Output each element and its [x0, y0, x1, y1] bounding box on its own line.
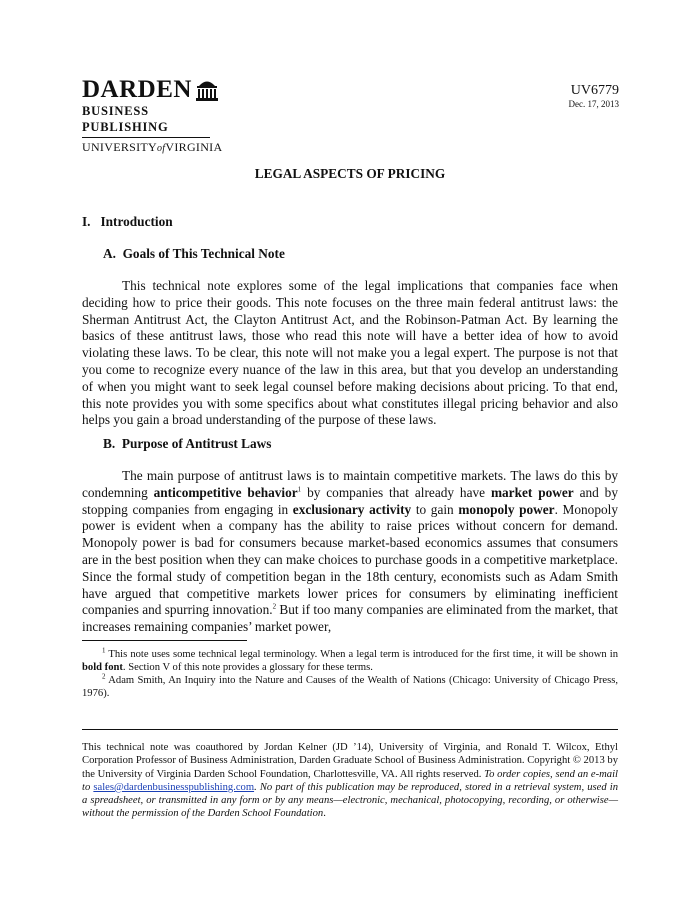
paragraph-purpose: The main purpose of antitrust laws is to maintain competitive markets. The laws do this by condemning anticompetitive behavior$^1$ by companies that already have market power and by stopping companies from engaging in exclusionary activity to gain monopoly power. Monopoly power is evident when a company has the ability to raise prices without concern for demand. Monopoly power is bad for consumers because market-based economics assumes that consumers are in the best position when they can make choices to purchase goods in a competitive marketplace. Since the formal study of competition began in the 18th century, economists such as Adam Smith have argued that competitive markets lower prices for consumers by eliminating inefficient companies and spurring innovation.$^2$ But if too many companies are eliminated from the market, that increases remaining companies’ market power,	[82, 468, 618, 635]
footnote-ref-2[interactable]: 2	[272, 602, 277, 611]
footer-divider	[82, 729, 618, 730]
copyright-footer: This technical note was coauthored by Jordan Kelner (JD ’14), University of Virginia, and Ronald T. Wilcox, Ethyl Corporation Professor of Business Administration, Darden Graduate School of Business Administration. Copyright © 2013 by the University of Virginia Darden School Foundation, Charlottesville, VA. All rights reserved. To order copies, send an e-mail to sales@dardenbusinesspublishing.com. No part of this publication may be reproduced, stored in a retrieval system, used in a spreadsheet, or transmitted in any form or by any means—electronic, mechanical, photocopying, recording, or otherwise—without the permission of the Darden School Foundation.	[82, 742, 619, 820]
document-id	[569, 83, 620, 110]
document-code: UV6779	[570, 83, 619, 98]
logo-darden-text: DARDEN	[82, 76, 192, 103]
subsection-heading-goals: A. Goals of This Technical Note	[103, 246, 285, 261]
paragraph-goals: This technical note explores some of the legal implications that companies face when deciding how to price their goods. This note focuses on the three main federal antitrust laws: the Sherman Antitrust Act, the Clayton Antitrust Act, and the Robinson-Patman Act. By learning the basics of these antitrust laws, those who read this note will have a better idea of how to avoid violating these laws. To be clear, this note will not make you a legal expert. The purpose is not that you come to recognize every nuance of the law in this area, but that you develop an understanding of when you might want to seek legal counsel before making decisions about pricing. To that end, this note provides you with some specifics about what constitutes illegal pricing behavior and also helps you gain a broad understanding of the purpose of these laws.	[82, 278, 618, 428]
footnote-2: $^2$ Adam Smith, An Inquiry into the Nature and Causes of the Wealth of Nations (Chicago: University of Chicago Press, 1976).	[82, 672, 618, 700]
page-title: LEGAL ASPECTS OF PRICING	[254, 166, 446, 181]
logo-business-publishing: BUSINESS PUBLISHING	[82, 104, 169, 134]
term-exclusionary-activity: exclusionary activity	[292, 501, 412, 517]
subsection-heading-purpose: B. Purpose of Antitrust Laws	[103, 436, 272, 451]
term-market-power: market power	[490, 484, 574, 500]
term-monopoly-power: monopoly power	[458, 501, 555, 517]
logo-university: UNIVERSITYofVIRGINIA	[82, 140, 223, 154]
section-heading-introduction: I. Introduction	[82, 214, 173, 229]
footnote-1: $^1$ This note uses some technical legal terminology. When a legal term is introduced for the first time, it will be shown in bold font. Section V of this note provides a glossary for these terms.	[82, 646, 618, 674]
darden-logo	[82, 78, 222, 156]
logo-divider	[82, 137, 210, 138]
footnote-divider	[82, 640, 247, 641]
email-link[interactable]: sales@dardenbusinesspublishing.com	[93, 781, 255, 793]
footnote-ref-1[interactable]: 1	[297, 485, 302, 494]
rotunda-icon	[195, 78, 219, 102]
term-anticompetitive-behavior: anticompetitive behavior	[153, 484, 298, 500]
document-date: Dec. 17, 2013	[568, 99, 619, 109]
